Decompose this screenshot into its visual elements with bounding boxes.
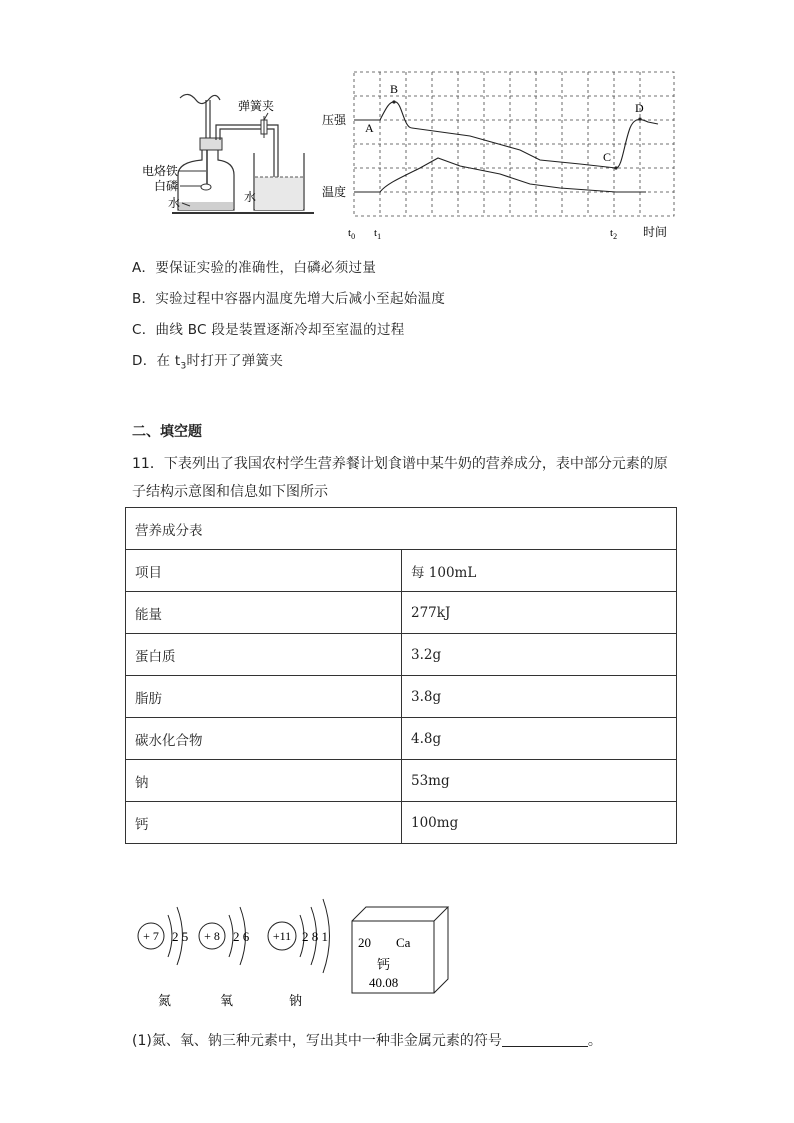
oxygen-label: 氧 [220,994,234,1009]
sub-question-1: (1)氮、氧、钠三种元素中，写出其中一种非金属元素的符号 。 [132,1033,602,1049]
time-axis-label: 时间 [643,225,668,239]
pressure-temperature-graph [320,68,680,243]
calcium-symbol: Ca [396,935,411,950]
atomic-structure-diagrams [130,885,450,1015]
svg-text:2 8 1: 2 8 1 [302,929,328,944]
nutrition-table [125,507,677,844]
water-flask-label: 水 [168,196,181,210]
point-a-label: A [365,121,374,135]
option-a: A．要保证实验的准确性，白磷必须过量 [132,260,377,276]
spring-clip-label: 弹簧夹 [238,99,275,113]
section-title: 二、填空题 [132,424,202,440]
water-beaker-label: 水 [244,190,257,204]
option-b: B．实验过程中容器内温度先增大后减小至起始温度 [132,291,446,307]
answer-blank[interactable] [502,1032,588,1047]
nitrogen-label: 氮 [158,994,172,1009]
option-d: D．在 $t_3$时打开了弹簧夹 [132,353,284,372]
table-row: 钙 100mg [126,802,677,844]
svg-text:+ 7: + 7 [143,929,159,943]
calcium-element-card [352,907,448,993]
table-row: 蛋白质 3.2g [126,634,677,676]
question-11-line2: 子结构示意图和信息如下图所示 [132,484,328,500]
table-row: 项目 每 100mL [126,550,677,592]
calcium-name: 钙 [377,958,391,973]
apparatus-diagram [130,80,320,220]
svg-text:2 6: 2 6 [233,929,250,944]
point-c-label: C [603,150,612,164]
svg-text:2 5: 2 5 [172,929,189,944]
table-row: 碳水化合物 4.8g [126,718,677,760]
calcium-mass: 40.08 [369,975,399,990]
t1-label: $t_1$ [374,227,382,241]
table-title: 营养成分表 [126,508,677,550]
option-c: C．曲线 BC 段是装置逐渐冷却至室温的过程 [132,322,405,338]
pressure-axis-label: 压强 [322,113,347,127]
table-row: 脂肪 3.8g [126,676,677,718]
temperature-axis-label: 温度 [322,185,347,199]
nitrogen-atom [138,907,188,1009]
svg-text:+11: +11 [272,929,292,943]
svg-text:+ 8: + 8 [204,929,220,943]
point-b-label: B [390,82,399,96]
sodium-label: 钠 [289,994,303,1009]
table-row: 能量 277kJ [126,592,677,634]
sodium-atom [268,899,330,1009]
point-d-label: D [635,101,644,115]
calcium-number: 20 [358,935,371,950]
t2-label: $t_2$ [610,227,618,241]
electric-iron-label: 电烙铁 [142,164,179,178]
t0-label: $t_0$ [348,227,356,241]
table-row: 钠 53mg [126,760,677,802]
white-phosphorus-label: 白磷 [154,179,179,193]
oxygen-atom [199,907,250,1009]
question-11-line1: 11．下表列出了我国农村学生营养餐计划食谱中某牛奶的营养成分，表中部分元素的原 [132,456,668,472]
